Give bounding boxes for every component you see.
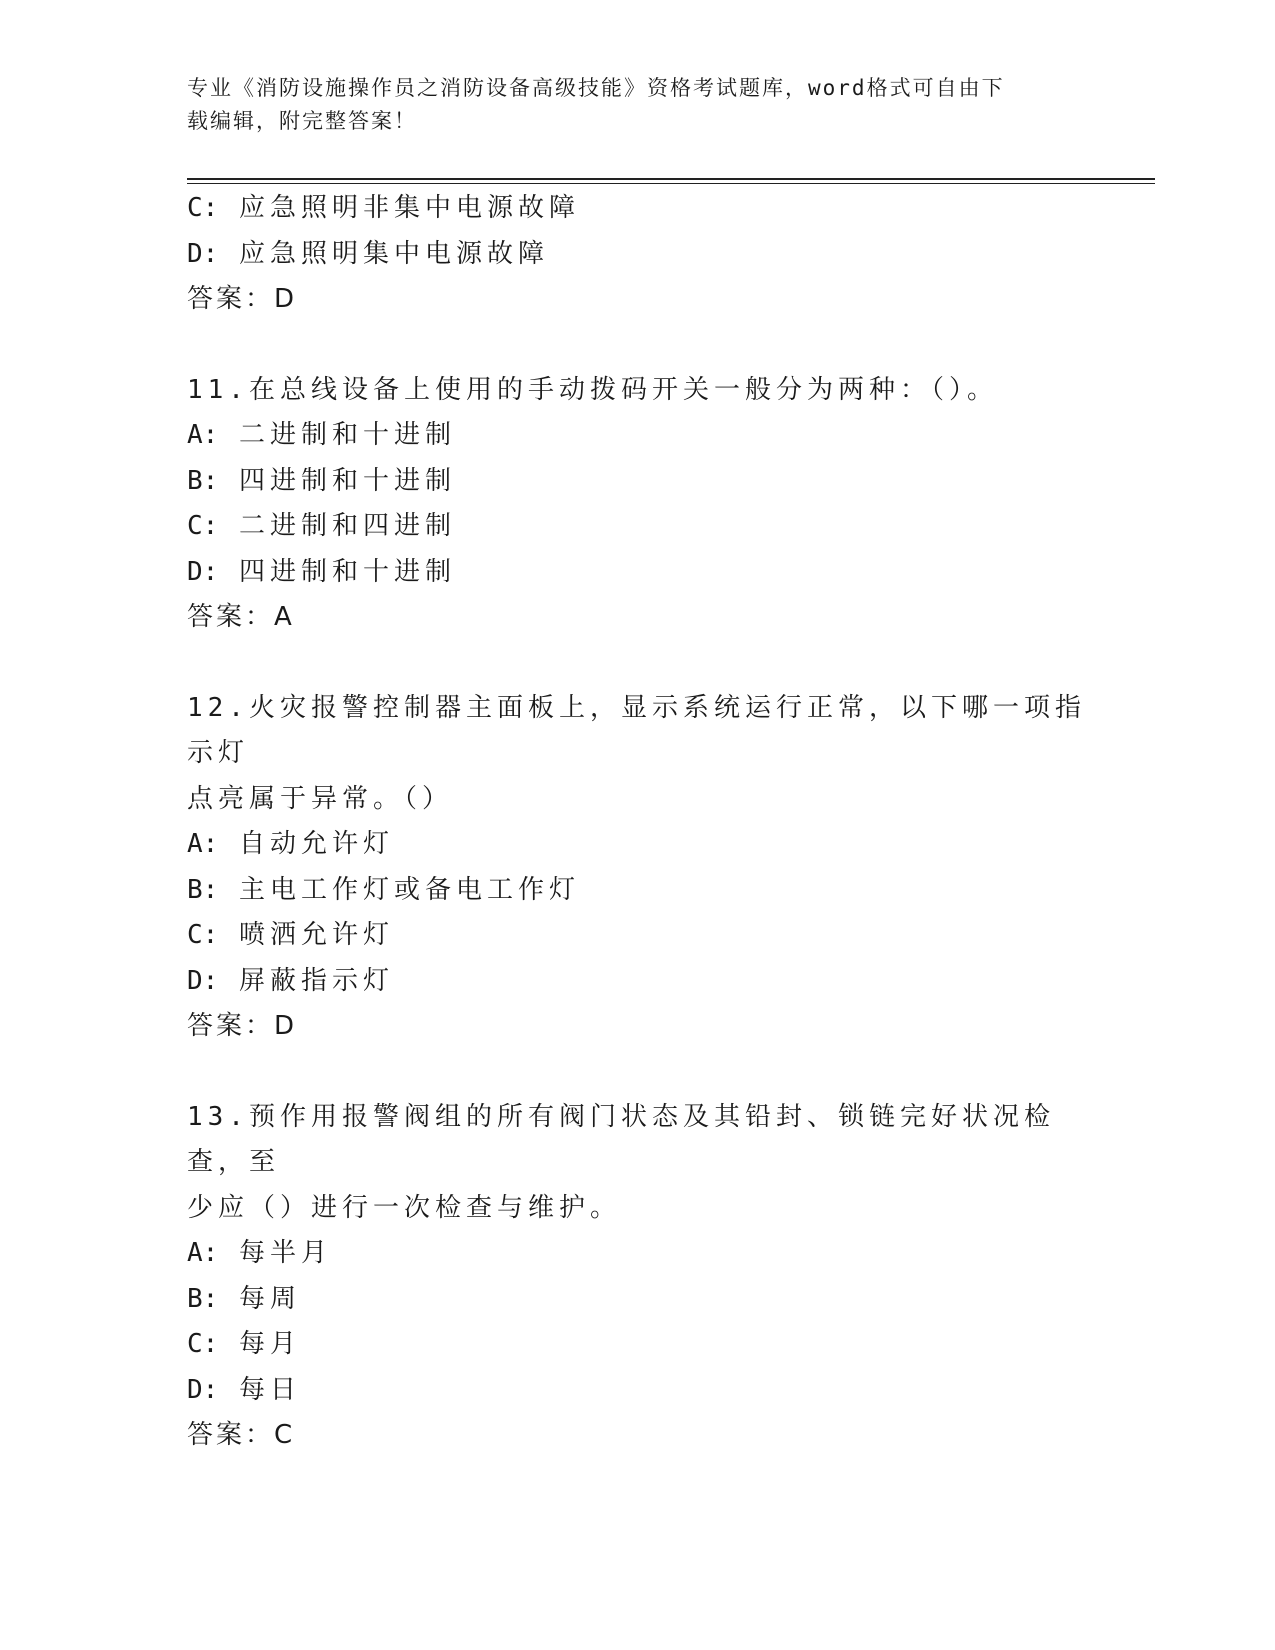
option-c: C: 应急照明非集中电源故障 — [187, 193, 580, 223]
header-line-1: 专业《消防设施操作员之消防设备高级技能》资格考试题库，word格式可自由下 — [187, 76, 1005, 100]
option-b: B: 主电工作灯或备电工作灯 — [187, 874, 580, 905]
option-b: B: 每周 — [187, 1283, 301, 1314]
document-header — [187, 72, 1067, 138]
option-c: C: 二进制和四进制 — [187, 511, 456, 541]
question-11 — [187, 368, 1087, 641]
question-12 — [187, 686, 1087, 1050]
answer-line: 答案：C — [187, 1420, 296, 1450]
option-d: D: 每日 — [187, 1374, 301, 1405]
option-d: D: 应急照明集中电源故障 — [187, 238, 549, 269]
question-text: 11.在总线设备上使用的手动拨码开关一般分为两种：（）。 — [187, 374, 998, 405]
document-body — [187, 186, 1087, 1459]
option-a: A: 二进制和十进制 — [187, 420, 456, 450]
question-text-line-1: 13.预作用报警阀组的所有阀门状态及其铅封、锁链完好状况检查，至 — [187, 1101, 1055, 1177]
option-a: A: 每半月 — [187, 1238, 332, 1268]
previous-question-tail — [187, 186, 1087, 323]
answer-line: 答案：A — [187, 602, 295, 632]
option-d: D: 四进制和十进制 — [187, 556, 456, 587]
answer-line: 答案：D — [187, 1011, 298, 1041]
question-text-line-2: 点亮属于异常。（） — [187, 783, 454, 814]
option-d: D: 屏蔽指示灯 — [187, 965, 394, 996]
question-text-line-1: 12.火灾报警控制器主面板上，显示系统运行正常，以下哪一项指示灯 — [187, 692, 1086, 768]
header-line-2: 载编辑，附完整答案！ — [187, 109, 417, 133]
option-a: A: 自动允许灯 — [187, 829, 394, 859]
header-divider — [187, 178, 1155, 184]
option-b: B: 四进制和十进制 — [187, 465, 456, 496]
option-c: C: 喷洒允许灯 — [187, 920, 394, 950]
option-c: C: 每月 — [187, 1329, 301, 1359]
question-13 — [187, 1095, 1087, 1459]
question-text-line-2: 少应（）进行一次检查与维护。 — [187, 1192, 622, 1223]
answer-line: 答案：D — [187, 284, 298, 314]
